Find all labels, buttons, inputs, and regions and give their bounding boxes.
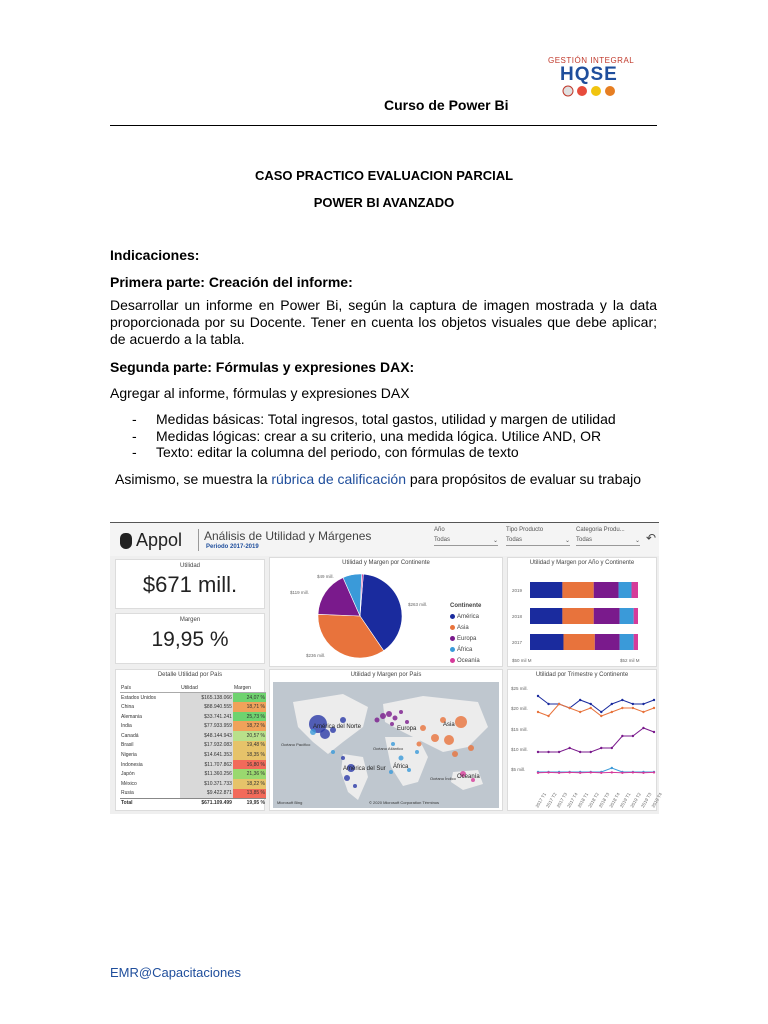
dashboard-header xyxy=(110,523,659,556)
line-point[interactable] xyxy=(568,747,570,749)
bar-segment-asia[interactable] xyxy=(562,608,593,624)
table-card xyxy=(115,669,265,811)
line-point[interactable] xyxy=(590,751,592,753)
x-tick: 2017 T1 xyxy=(534,791,548,809)
cell-margen: 25,73 % xyxy=(233,712,266,722)
dashboard-period: Periodo 2017-2019 xyxy=(206,544,259,550)
line-point[interactable] xyxy=(600,715,602,717)
line-point[interactable] xyxy=(611,767,613,769)
logo-brand: HQSE xyxy=(560,64,618,85)
bar-axis-right: $52 mil M xyxy=(620,658,640,663)
line-point[interactable] xyxy=(600,747,602,749)
chevron-down-icon: ⌄ xyxy=(492,538,498,544)
cell-margen: 16,80 % xyxy=(233,760,266,770)
legend-item[interactable]: Asia xyxy=(450,625,469,631)
cell-pais: Nigeria xyxy=(121,751,137,758)
pie-label-europe: $119 mill. xyxy=(290,590,309,595)
line-point[interactable] xyxy=(621,772,623,774)
cell-pais: Japón xyxy=(121,771,135,778)
line-point[interactable] xyxy=(579,751,581,753)
map-bubble[interactable] xyxy=(390,722,394,726)
line-point[interactable] xyxy=(632,735,634,737)
table-row[interactable] xyxy=(120,721,266,731)
y-tick: $5 mill. xyxy=(511,767,526,772)
map-bubble[interactable] xyxy=(405,720,409,724)
x-tick: 2018 T3 xyxy=(597,791,611,809)
cell-utilidad: $17.932.083 xyxy=(180,741,233,751)
bar-year-label: 2019 xyxy=(512,588,523,593)
kpi-margen-value: 19,95 % xyxy=(151,628,229,651)
bar-axis-left: $50 mil M xyxy=(512,658,532,663)
cell-utilidad: $33.741.241 xyxy=(180,712,233,722)
bar-segment-américa[interactable] xyxy=(530,634,563,650)
table-row[interactable] xyxy=(120,693,266,703)
pie-label-america: $263 mill. xyxy=(408,602,428,607)
map-ms-logo: Microsoft Bing xyxy=(277,800,303,805)
line-point[interactable] xyxy=(642,772,644,774)
cell-pais: Indonesia xyxy=(121,761,143,768)
cell-margen: 18,71 % xyxy=(233,702,266,712)
line-point[interactable] xyxy=(632,707,634,709)
line-point[interactable] xyxy=(632,703,634,705)
line-point[interactable] xyxy=(568,771,570,773)
table-row[interactable] xyxy=(120,760,266,770)
x-tick: 2019 T2 xyxy=(629,791,642,809)
map-label-asia: Asia xyxy=(443,722,455,728)
cell-pais: México xyxy=(121,780,137,787)
x-tick: 2019 T3 xyxy=(639,791,653,809)
line-point[interactable] xyxy=(579,711,581,713)
total-utilidad: $671.109.499 xyxy=(201,800,232,807)
bullet-item: - Medidas lógicas: crear a su criterio, una medida lógica. Utilice AND, OR xyxy=(132,428,602,444)
line-point[interactable] xyxy=(653,731,655,733)
map-bubble[interactable] xyxy=(375,718,380,723)
rubric-link[interactable]: rúbrica de calificación xyxy=(271,471,406,487)
pie-label-africa: $49 mill. xyxy=(317,574,334,579)
legend-item[interactable]: Europa xyxy=(450,636,476,642)
bar-segment-oceanía[interactable] xyxy=(634,608,638,624)
line-point[interactable] xyxy=(537,695,539,697)
line-title: Utilidad por Trimestre y Continente xyxy=(535,672,629,678)
map-ocean-pacific: Océano Pacífico xyxy=(281,742,311,747)
table-row[interactable] xyxy=(120,712,266,722)
table-row[interactable] xyxy=(120,702,266,712)
bar-segment-europa[interactable] xyxy=(595,634,620,650)
doc-title: CASO PRACTICO EVALUACION PARCIAL xyxy=(254,168,514,183)
bar-card xyxy=(507,557,657,667)
cell-utilidad: $88.940.555 xyxy=(180,702,233,712)
x-tick: 2019 T4 xyxy=(650,791,664,809)
cell-margen: 18,72 % xyxy=(233,721,266,731)
line-series-áfrica[interactable] xyxy=(538,768,654,772)
slicer-year-label: Año xyxy=(434,527,445,533)
header-rule xyxy=(110,125,657,126)
line-card xyxy=(507,669,664,811)
cell-margen: 18,35 % xyxy=(233,750,266,760)
cell-margen: 19,48 % xyxy=(233,741,266,751)
doc-subtitle: POWER BI AVANZADO xyxy=(313,195,455,210)
line-point[interactable] xyxy=(653,771,655,773)
cell-utilidad: $77.933.959 xyxy=(180,721,233,731)
line-point[interactable] xyxy=(642,727,644,729)
bar-segment-áfrica[interactable] xyxy=(619,582,632,598)
table-row[interactable] xyxy=(120,779,266,789)
bar-segment-áfrica[interactable] xyxy=(620,634,634,650)
cell-margen: 18,22 % xyxy=(233,779,266,789)
part2-heading: Segunda parte: Fórmulas y expresiones DAX: xyxy=(110,359,415,375)
map-bubble[interactable] xyxy=(455,716,467,728)
cell-utilidad: $14.641.353 xyxy=(180,750,233,760)
bar-segment-asia[interactable] xyxy=(563,634,594,650)
line-chart xyxy=(508,670,664,812)
cell-pais: Alemania xyxy=(121,713,142,720)
map-bubble[interactable] xyxy=(353,784,357,788)
table-title: Detalle Utilidad por País xyxy=(157,672,223,678)
map-bubble[interactable] xyxy=(389,770,393,774)
cell-utilidad: $165.138.066 xyxy=(180,693,233,703)
cell-margen: 13,85 % xyxy=(233,789,266,799)
line-point[interactable] xyxy=(621,707,623,709)
line-point[interactable] xyxy=(621,735,623,737)
line-point[interactable] xyxy=(579,772,581,774)
x-tick: 2018 T4 xyxy=(608,791,621,809)
map-bubble[interactable] xyxy=(393,716,398,721)
map-ocean-indian: Océano Índico xyxy=(430,776,456,781)
map-bubble[interactable] xyxy=(386,711,392,717)
line-point[interactable] xyxy=(590,707,592,709)
bar-title: Utilidad y Margen por Año y Continente xyxy=(529,560,635,566)
part1-text: Desarrollar un informe en Power Bi, según la captura de imagen mostrada y la data proporcionada por su Docente. Tener en cuenta los objetos visuales que debe aplicar; de acuerdo a la tabla. xyxy=(110,297,657,347)
map-label-africa: África xyxy=(393,764,409,770)
col-pais: País xyxy=(120,683,180,693)
line-point[interactable] xyxy=(547,751,549,753)
line-point[interactable] xyxy=(579,699,581,701)
map-bubble[interactable] xyxy=(341,756,345,760)
line-point[interactable] xyxy=(547,771,549,773)
map-bubble[interactable] xyxy=(468,745,474,751)
cell-pais: Brasil xyxy=(121,742,134,749)
map-bubble[interactable] xyxy=(320,729,330,739)
line-point[interactable] xyxy=(611,711,613,713)
chevron-down-icon: ⌄ xyxy=(564,538,570,544)
cell-margen: 20,57 % xyxy=(233,731,266,741)
total-margen: 19,95 % xyxy=(246,800,265,807)
map-title: Utilidad y Margen por País xyxy=(350,672,422,678)
cell-pais: Estados Unidos xyxy=(121,694,157,701)
bar-year-label: 2017 xyxy=(512,640,523,645)
cell-margen: 21,36 % xyxy=(233,769,266,779)
slicer-category-label: Categoria Produ... xyxy=(576,527,625,533)
detail-table xyxy=(120,683,266,808)
line-point[interactable] xyxy=(590,703,592,705)
slicer-year[interactable]: Todas ⌄ xyxy=(434,537,498,544)
footer-text: EMR@Capacitaciones xyxy=(110,965,241,980)
y-tick: $20 mill. xyxy=(511,706,528,711)
map-bubble[interactable] xyxy=(380,713,386,719)
cell-pais: China xyxy=(121,703,135,710)
legend-item[interactable]: América xyxy=(450,614,479,620)
line-point[interactable] xyxy=(611,703,613,705)
dashboard-screenshot xyxy=(110,522,664,814)
col-margen: Margen xyxy=(233,683,266,693)
x-tick: 2018 T2 xyxy=(587,791,600,809)
slicer-category[interactable]: Todas ⌄ xyxy=(576,537,640,544)
line-point[interactable] xyxy=(537,711,539,713)
line-point[interactable] xyxy=(547,703,549,705)
undo-icon[interactable]: ↶ xyxy=(646,531,657,545)
bar-segment-oceanía[interactable] xyxy=(632,582,638,598)
x-tick: 2017 T4 xyxy=(566,791,579,809)
table-row[interactable] xyxy=(120,731,266,741)
course-title: Curso de Power Bi xyxy=(384,97,509,113)
kpi-margen-card xyxy=(115,613,265,664)
y-tick: $10 mill. xyxy=(511,747,528,752)
line-point[interactable] xyxy=(568,707,570,709)
cell-pais: Rusia xyxy=(121,790,134,797)
map-bubble[interactable] xyxy=(420,725,426,731)
bullet-item: - Texto: editar la columna del periodo, con fórmulas de texto xyxy=(132,444,519,460)
line-point[interactable] xyxy=(547,715,549,717)
dashboard-title: Análisis de Utilidad y Márgenes xyxy=(204,529,372,543)
bar-segment-europa[interactable] xyxy=(594,608,620,624)
map-bubble[interactable] xyxy=(344,775,350,781)
map-bubble[interactable] xyxy=(415,750,419,754)
legend-item[interactable]: África xyxy=(450,647,472,653)
bullet-item: - Medidas básicas: Total ingresos, total gastos, utilidad y margen de utilidad xyxy=(132,411,616,427)
map-card xyxy=(269,669,503,811)
dashboard-brand: Appol xyxy=(136,530,183,550)
line-point[interactable] xyxy=(642,711,644,713)
map-label-oc: Oceanía xyxy=(457,774,480,780)
x-tick: 2017 T2 xyxy=(545,791,558,809)
pie-title: Utilidad y Margen por Continente xyxy=(342,560,430,566)
chevron-down-icon: ⌄ xyxy=(634,538,640,544)
part2-text: Agregar al informe, fórmulas y expresiones DAX xyxy=(110,385,410,401)
kpi-utilidad-title: Utilidad xyxy=(179,563,200,569)
map-label-na: América del Norte xyxy=(313,724,362,730)
col-utilidad: Utilidad xyxy=(180,683,233,693)
bar-year-label: 2018 xyxy=(512,614,523,619)
table-row[interactable] xyxy=(120,789,266,799)
kpi-margen-title: Margen xyxy=(179,617,201,623)
part1-heading: Primera parte: Creación del informe: xyxy=(110,274,353,290)
map-bubble[interactable] xyxy=(399,756,404,761)
legend-item[interactable]: Oceanía xyxy=(450,658,480,664)
line-point[interactable] xyxy=(558,751,560,753)
x-tick: 2017 T3 xyxy=(555,791,569,809)
line-point[interactable] xyxy=(611,747,613,749)
line-point[interactable] xyxy=(600,711,602,713)
pie-card xyxy=(269,557,503,667)
cell-margen: 24,07 % xyxy=(233,693,266,703)
cell-pais: Canadá xyxy=(121,732,139,739)
pie-legend-title: Continente xyxy=(450,603,482,609)
map-bubble[interactable] xyxy=(431,734,439,742)
bar-segment-américa[interactable] xyxy=(530,582,562,598)
line-point[interactable] xyxy=(621,699,623,701)
bar-segment-áfrica[interactable] xyxy=(620,608,634,624)
map-bubble[interactable] xyxy=(417,742,422,747)
map-label-sa: América del Sur xyxy=(343,766,386,772)
map-credit: © 2020 Microsoft Corporation Términos xyxy=(369,800,440,805)
slicer-type-label: Tipo Producto xyxy=(506,527,544,533)
rubric-line: Asimismo, se muestra la rúbrica de calificación para propósitos de evaluar su trabajo xyxy=(115,471,642,487)
cell-utilidad: $10.371.733 xyxy=(180,779,233,789)
line-point[interactable] xyxy=(642,703,644,705)
cell-pais: India xyxy=(121,723,132,730)
cell-utilidad: $9.422.871 xyxy=(180,789,233,799)
map-ocean-atlantic: Océano Atlántico xyxy=(373,746,404,751)
bar-segment-asia[interactable] xyxy=(562,582,593,598)
total-label: Total xyxy=(121,800,133,807)
table-row[interactable] xyxy=(120,769,266,779)
line-series-europa[interactable] xyxy=(538,728,654,752)
apple-logo-icon xyxy=(120,533,132,549)
y-tick: $25 mill. xyxy=(511,686,528,691)
map-bubble[interactable] xyxy=(452,751,458,757)
line-point[interactable] xyxy=(537,751,539,753)
y-tick: $15 mill. xyxy=(511,727,528,732)
line-point[interactable] xyxy=(632,771,634,773)
line-series-asia[interactable] xyxy=(538,704,654,716)
slicer-type[interactable]: Todas ⌄ xyxy=(506,537,570,544)
logo-org-text: GESTIÓN INTEGRAL xyxy=(548,56,635,65)
line-point[interactable] xyxy=(653,707,655,709)
cell-utilidad: $11.360.256 xyxy=(180,769,233,779)
map-bubble[interactable] xyxy=(340,717,346,723)
table-row[interactable] xyxy=(120,750,266,760)
x-tick: 2018 T1 xyxy=(576,791,590,809)
cell-utilidad: $48.144.943 xyxy=(180,731,233,741)
map-bubble[interactable] xyxy=(444,735,454,745)
map-bubble[interactable] xyxy=(399,710,403,714)
indicaciones-heading: Indicaciones: xyxy=(110,247,200,263)
line-point[interactable] xyxy=(653,699,655,701)
line-point[interactable] xyxy=(600,772,602,774)
line-point[interactable] xyxy=(558,703,560,705)
cell-utilidad: $11.707.862 xyxy=(180,760,233,770)
bar-chart xyxy=(508,558,658,668)
line-point[interactable] xyxy=(611,771,613,773)
line-point[interactable] xyxy=(558,772,560,774)
map-label-eu: Europa xyxy=(397,726,417,732)
logo-icons xyxy=(560,84,622,98)
map-bubble[interactable] xyxy=(331,750,335,754)
bar-segment-oceanía[interactable] xyxy=(634,634,638,650)
x-tick: 2019 T1 xyxy=(618,791,632,809)
bar-segment-américa[interactable] xyxy=(530,608,562,624)
line-point[interactable] xyxy=(537,772,539,774)
pie-label-asia: $236 mill. xyxy=(306,653,326,658)
line-point[interactable] xyxy=(590,771,592,773)
divider xyxy=(198,529,199,551)
world-map[interactable] xyxy=(273,682,499,808)
bar-segment-europa[interactable] xyxy=(594,582,619,598)
kpi-utilidad-card xyxy=(115,559,265,609)
kpi-utilidad-value: $671 mill. xyxy=(142,572,238,597)
table-row[interactable] xyxy=(120,741,266,751)
